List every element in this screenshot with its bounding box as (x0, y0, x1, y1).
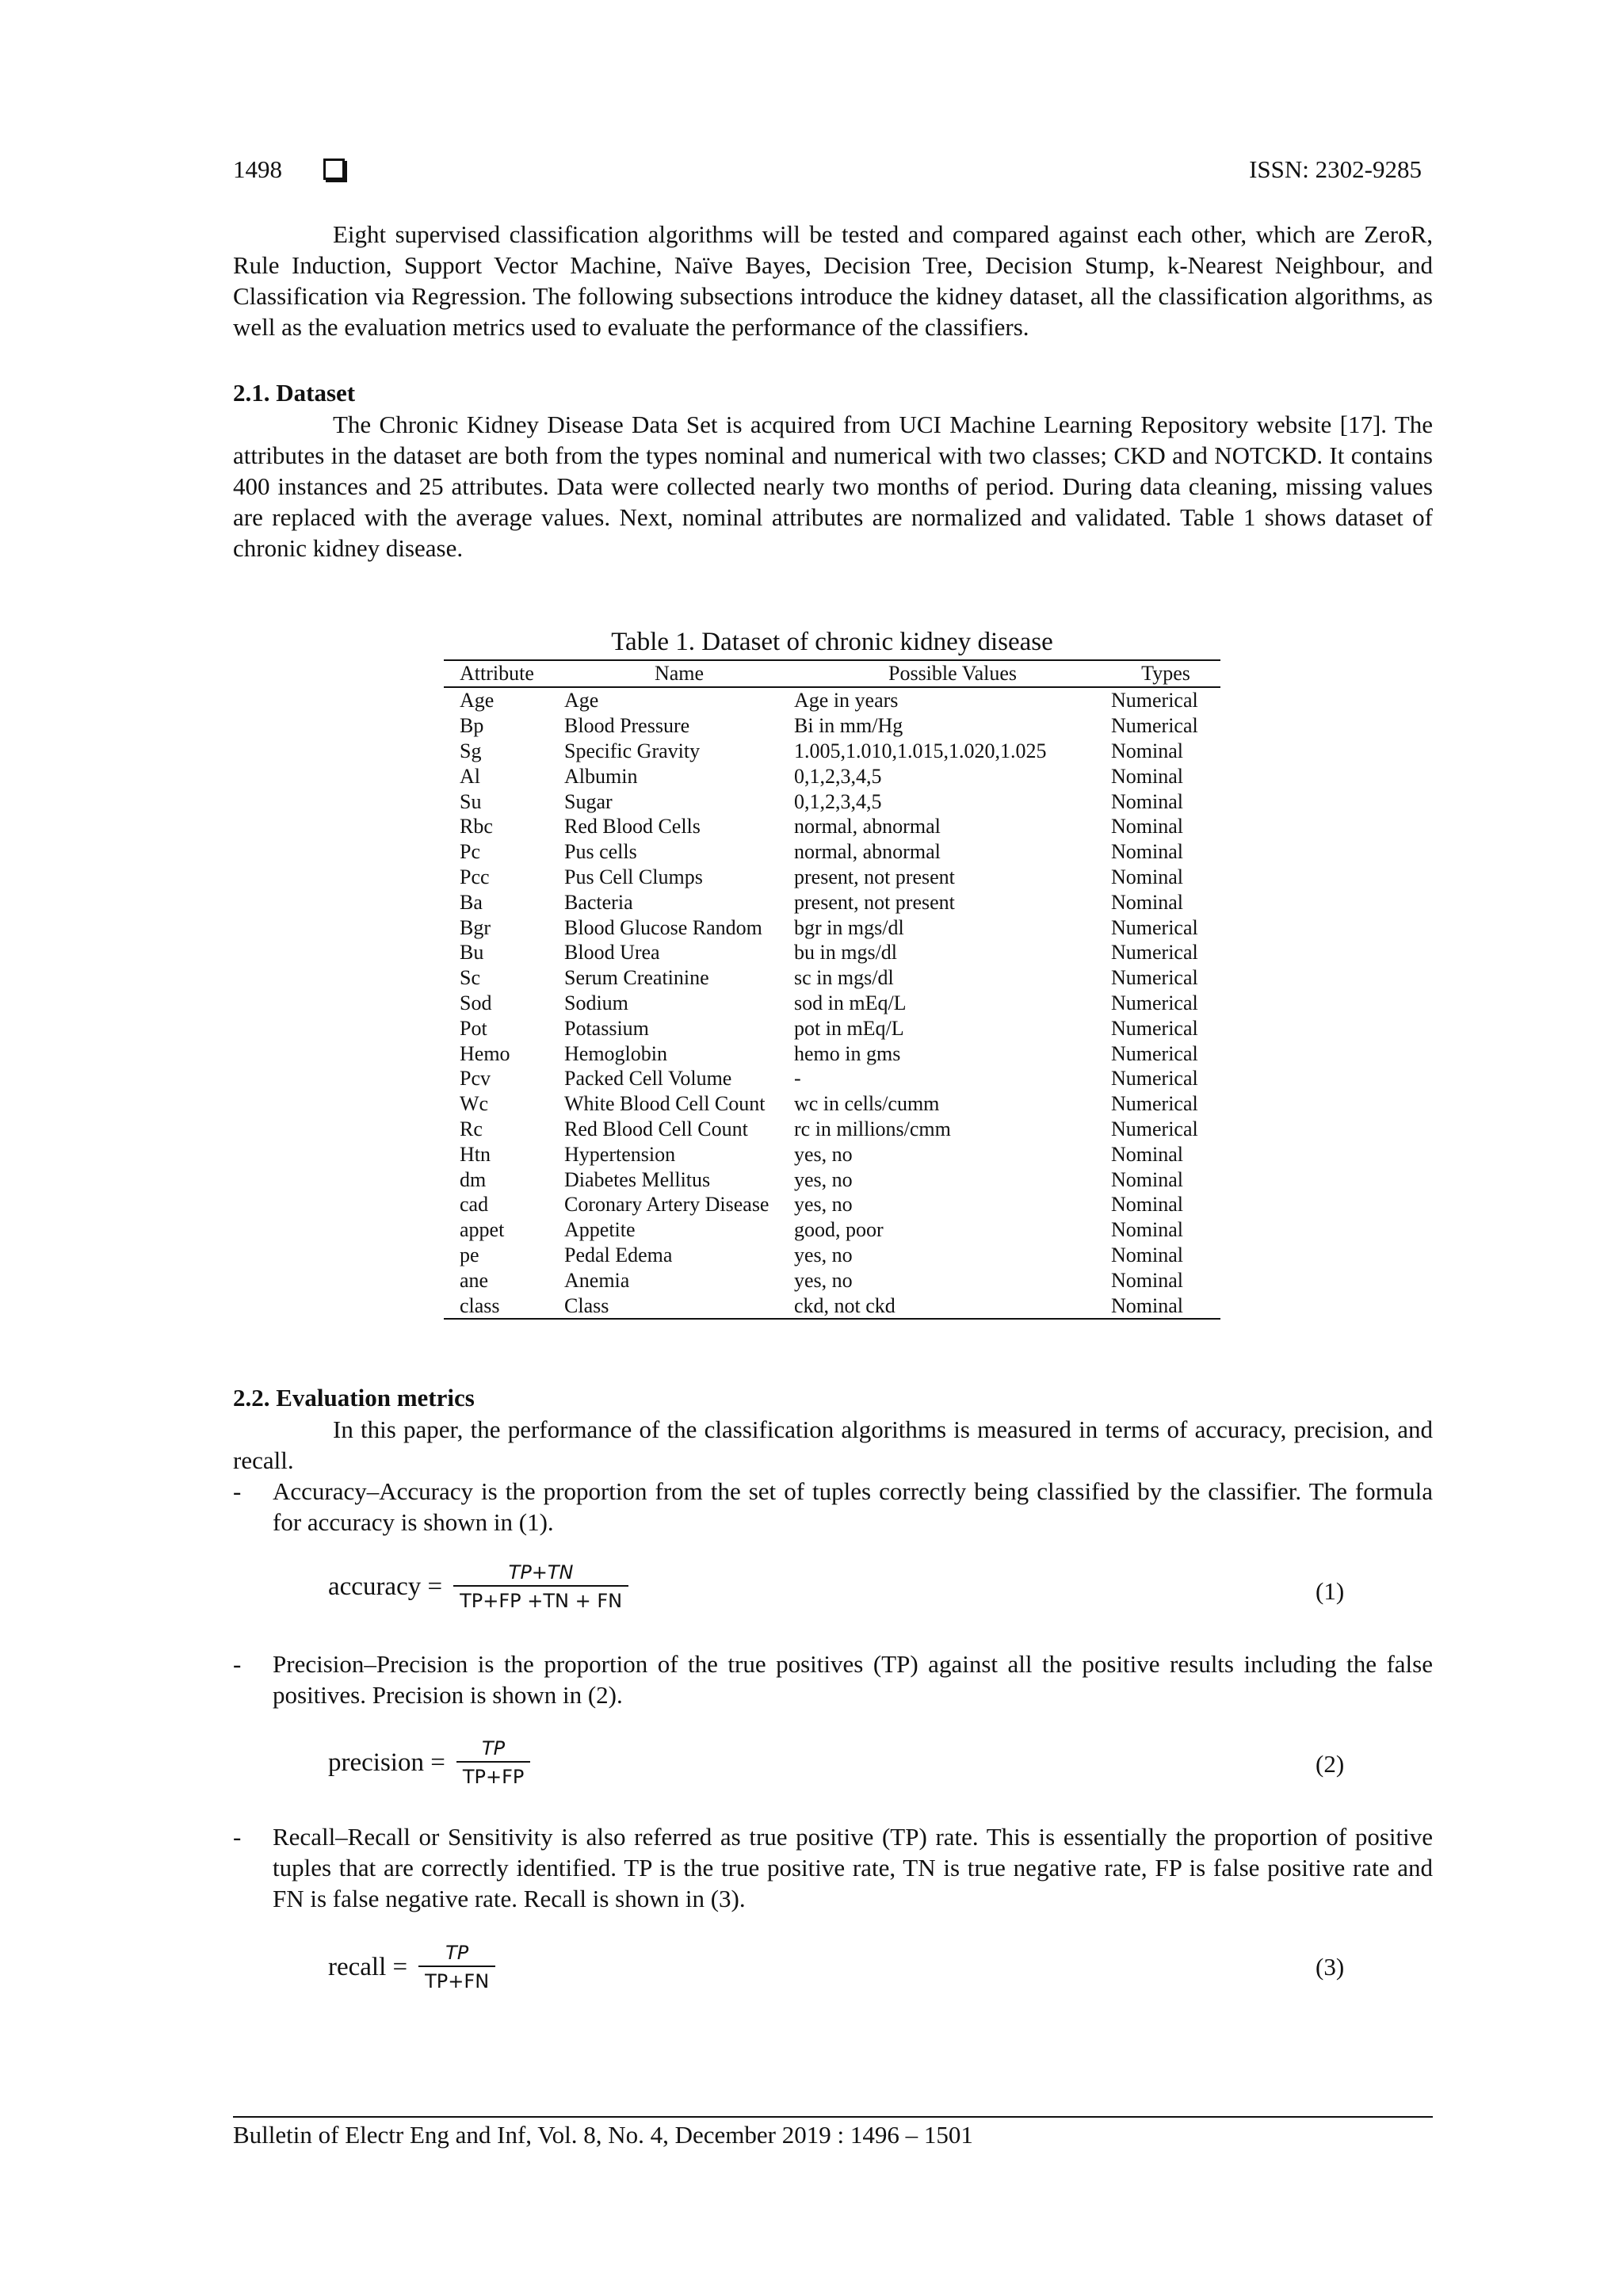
table-cell: Numerical (1111, 1041, 1198, 1065)
page-footer: Bulletin of Electr Eng and Inf, Vol. 8, No. 4, December 2019 : 1496 – 1501 (233, 2121, 973, 2149)
table-cell: Packed Cell Volume (564, 1067, 732, 1091)
box-icon (323, 159, 345, 180)
table-row (444, 915, 1220, 940)
table-row (444, 1192, 1220, 1217)
table-cell: Red Blood Cells (564, 815, 701, 839)
table-caption: Table 1. Dataset of chronic kidney disease (611, 628, 1053, 656)
equation-accuracy (328, 1561, 628, 1612)
bullet-dash: - (233, 1823, 242, 1851)
table-row (444, 889, 1220, 915)
bullet-text: Accuracy–Accuracy is the proportion from the set of tuples correctly being classified by the classifier. The formula for accuracy is shown in (1). (273, 1477, 1433, 1536)
table-cell: Hemoglobin (564, 1041, 667, 1065)
table-cell: 1.005,1.010,1.015,1.020,1.025 (794, 739, 1047, 762)
bullet-accuracy (233, 1476, 1433, 1538)
table-cell: Age (460, 689, 495, 712)
table-cell: Red Blood Cell Count (564, 1117, 748, 1140)
table-cell: pot in mEq/L (794, 1016, 904, 1040)
table-cell: Hemo (460, 1041, 510, 1065)
page-header (233, 155, 1422, 190)
table-cell: Bu (460, 941, 484, 965)
issn: ISSN: 2302-9285 (1249, 155, 1422, 183)
table-cell: yes, no (794, 1167, 853, 1191)
table-cell: yes, no (794, 1243, 853, 1266)
table-row (444, 713, 1220, 739)
table-cell: class (444, 1293, 564, 1319)
column-header: Name (564, 660, 794, 687)
table-cell: Numerical (1111, 966, 1198, 990)
table-cell: Nominal (1111, 1218, 1183, 1242)
table-cell: bgr in mgs/dl (794, 915, 904, 939)
dataset-table (444, 659, 1220, 1320)
table-cell: Nominal (1111, 1268, 1183, 1292)
table-cell: normal, abnormal (794, 840, 941, 864)
fraction (418, 1942, 495, 1992)
table-cell: Hypertension (564, 1142, 676, 1166)
table-cell: Su (460, 789, 482, 813)
table-cell: Sg (460, 739, 482, 762)
metrics-paragraph: In this paper, the performance of the classification algorithms is measured in terms of accuracy, precision, and recall. (233, 1415, 1433, 1474)
fraction-denominator: TP+FP (456, 1761, 531, 1788)
equation-number: (2) (1316, 1750, 1345, 1778)
equation-number: (1) (1316, 1577, 1345, 1605)
table-row (444, 1117, 1220, 1142)
table-cell: Nominal (1111, 789, 1183, 813)
table-cell: bu in mgs/dl (794, 941, 898, 965)
table-row (444, 1293, 1220, 1319)
table-cell: 0,1,2,3,4,5 (794, 789, 882, 813)
table-cell: Nominal (1111, 739, 1183, 762)
equation-lhs: accuracy = (328, 1572, 443, 1601)
bullet-text: Recall–Recall or Sensitivity is also referred as true positive (TP) rate. This is essentially the proportion of positive tuples that are correctly identified. TP is the true positive rate, TN is true negative rate, FP is false positive rate and FN is false negative rate. Recall is shown in (3). (273, 1823, 1433, 1912)
table-row (444, 839, 1220, 865)
fraction-numerator: TP+TN (508, 1561, 574, 1584)
table-cell: Appetite (564, 1218, 636, 1242)
table-cell: Coronary Artery Disease (564, 1193, 769, 1217)
table-cell: Nominal (1111, 1293, 1220, 1319)
table-row (444, 865, 1220, 890)
table-cell: Nominal (1111, 815, 1183, 839)
bullet-text: Precision–Precision is the proportion of the true positives (TP) against all the positive results including the false positives. Precision is shown in (2). (273, 1650, 1433, 1709)
table-cell: Pot (460, 1016, 487, 1040)
table-cell: 0,1,2,3,4,5 (794, 764, 882, 788)
table-cell: Bp (460, 714, 484, 738)
table-row (444, 814, 1220, 839)
fraction (456, 1737, 531, 1788)
table-row (444, 940, 1220, 965)
table-cell: Sod (460, 991, 492, 1014)
table-cell: yes, no (794, 1268, 853, 1292)
table-cell: Numerical (1111, 1067, 1198, 1091)
table-cell: Numerical (1111, 714, 1198, 738)
table-row (444, 789, 1220, 814)
table-row (444, 1217, 1220, 1243)
table-cell: Numerical (1111, 915, 1198, 939)
fraction-denominator: TP+FP +TN + FN (453, 1585, 628, 1612)
column-header: Types (1111, 660, 1220, 687)
footer-rule (233, 2116, 1433, 2118)
table-cell: Blood Urea (564, 941, 660, 965)
table-cell: Nominal (1111, 1243, 1183, 1266)
dataset-paragraph: The Chronic Kidney Disease Data Set is acquired from UCI Machine Learning Repository website [17]. The attributes in the dataset are both from the types nominal and numerical with two classes; CKD and NOTCKD. It contains 400 instances and 25 attributes. Data were collected nearly two months of period. During data cleaning, missing values are replaced with the average values. Next, nominal attributes are normalized and validated. Table 1 shows dataset of chronic kidney disease. (233, 411, 1433, 562)
table-row (444, 1015, 1220, 1041)
bullet-dash: - (233, 1650, 242, 1678)
table-cell: Sodium (564, 991, 628, 1014)
table-cell: Wc (460, 1092, 489, 1116)
table-cell: present, not present (794, 890, 955, 914)
table-cell: White Blood Cell Count (564, 1092, 766, 1116)
table-cell: Htn (460, 1142, 491, 1166)
table-cell: Nominal (1111, 1167, 1183, 1191)
table-cell: Sugar (564, 789, 613, 813)
page-number: 1498 (233, 155, 282, 183)
table-cell: Age in years (794, 689, 899, 712)
table-cell: Pedal Edema (564, 1243, 673, 1266)
table-cell: Bgr (460, 915, 491, 939)
table-row (444, 991, 1220, 1016)
section-heading-dataset: 2.1. Dataset (233, 379, 356, 407)
table-cell: Diabetes Mellitus (564, 1167, 711, 1191)
table-cell: Nominal (1111, 865, 1183, 888)
table-cell: Pcc (460, 865, 490, 888)
section-heading-metrics: 2.2. Evaluation metrics (233, 1384, 475, 1412)
table-cell: Pus cells (564, 840, 637, 864)
table-header-row (444, 660, 1220, 687)
table-cell: Blood Glucose Random (564, 915, 762, 939)
table-row (444, 1167, 1220, 1192)
table-cell: Albumin (564, 764, 638, 788)
equation-number: (3) (1316, 1953, 1345, 1981)
table-row (444, 763, 1220, 789)
table-cell: Anemia (564, 1268, 630, 1292)
table-cell: Serum Creatinine (564, 966, 709, 990)
table-cell: Rbc (460, 815, 493, 839)
table-cell: Nominal (1111, 1142, 1183, 1166)
bullet-precision (233, 1648, 1433, 1710)
table-cell: ane (460, 1268, 489, 1292)
intro-paragraph: Eight supervised classification algorithms will be tested and compared against each other, which are ZeroR, Rule Induction, Support Vector Machine, Naïve Bayes, Decision Tree, Decision Stump, k-Nearest Neighbour, and Classification via Regression. The following subsections introduce the kidney dataset, all the classification algorithms, as well as the evaluation metrics used to evaluate the performance of the classifiers. (233, 220, 1433, 341)
table-cell: Al (460, 764, 480, 788)
table-row (444, 1041, 1220, 1066)
table-cell: pe (460, 1243, 479, 1266)
table-cell: Nominal (1111, 1193, 1183, 1217)
table-cell: Nominal (1111, 840, 1183, 864)
table-cell: Numerical (1111, 1092, 1198, 1116)
table-cell: Ba (460, 890, 483, 914)
table-cell: Class (564, 1293, 794, 1319)
equation-lhs: recall = (328, 1952, 408, 1981)
table-cell: Potassium (564, 1016, 649, 1040)
table-cell: Numerical (1111, 689, 1198, 712)
column-header: Possible Values (794, 660, 1111, 687)
table-cell: Numerical (1111, 1016, 1198, 1040)
table-row (444, 965, 1220, 991)
table-cell: yes, no (794, 1193, 853, 1217)
table-cell: Pcv (460, 1067, 491, 1091)
table-cell: rc in millions/cmm (794, 1117, 951, 1140)
table-cell: Nominal (1111, 764, 1183, 788)
fraction-numerator: TP (445, 1942, 469, 1964)
table-cell: good, poor (794, 1218, 884, 1242)
table-cell: Blood Pressure (564, 714, 690, 738)
column-header: Attribute (444, 660, 564, 687)
table-cell: Pc (460, 840, 480, 864)
equation-precision (328, 1737, 530, 1788)
table-cell: Pus Cell Clumps (564, 865, 703, 888)
table-row (444, 1141, 1220, 1167)
table-row (444, 687, 1220, 713)
table-cell: yes, no (794, 1142, 853, 1166)
bullet-recall (233, 1821, 1433, 1914)
equation-lhs: precision = (328, 1748, 445, 1777)
table-cell: Nominal (1111, 890, 1183, 914)
table-cell: ckd, not ckd (794, 1293, 1111, 1319)
table-cell: - (794, 1067, 801, 1091)
table-cell: cad (460, 1193, 489, 1217)
table-body (444, 687, 1220, 1319)
table-cell: hemo in gms (794, 1041, 901, 1065)
table-cell: Bacteria (564, 890, 633, 914)
table-cell: Age (564, 689, 599, 712)
table-cell: Numerical (1111, 1117, 1198, 1140)
table-row (444, 1091, 1220, 1117)
bullet-dash: - (233, 1477, 242, 1505)
table-cell: Numerical (1111, 941, 1198, 965)
table-cell: sod in mEq/L (794, 991, 907, 1014)
table-row (444, 1243, 1220, 1268)
table-cell: present, not present (794, 865, 955, 888)
table-cell: normal, abnormal (794, 815, 941, 839)
table-cell: sc in mgs/dl (794, 966, 894, 990)
fraction-denominator: TP+FN (418, 1966, 495, 1992)
table-cell: Specific Gravity (564, 739, 701, 762)
table-cell: Sc (460, 966, 480, 990)
fraction-numerator: TP (482, 1737, 506, 1759)
table-row (444, 1066, 1220, 1091)
table-cell: Rc (460, 1117, 483, 1140)
table-cell: Bi in mm/Hg (794, 714, 903, 738)
table-row (444, 1267, 1220, 1293)
table-cell: appet (460, 1218, 505, 1242)
fraction (453, 1561, 628, 1612)
table-cell: wc in cells/cumm (794, 1092, 940, 1116)
equation-recall (328, 1942, 495, 1992)
table-row (444, 739, 1220, 764)
table-cell: Numerical (1111, 991, 1198, 1014)
table-cell: dm (460, 1167, 487, 1191)
